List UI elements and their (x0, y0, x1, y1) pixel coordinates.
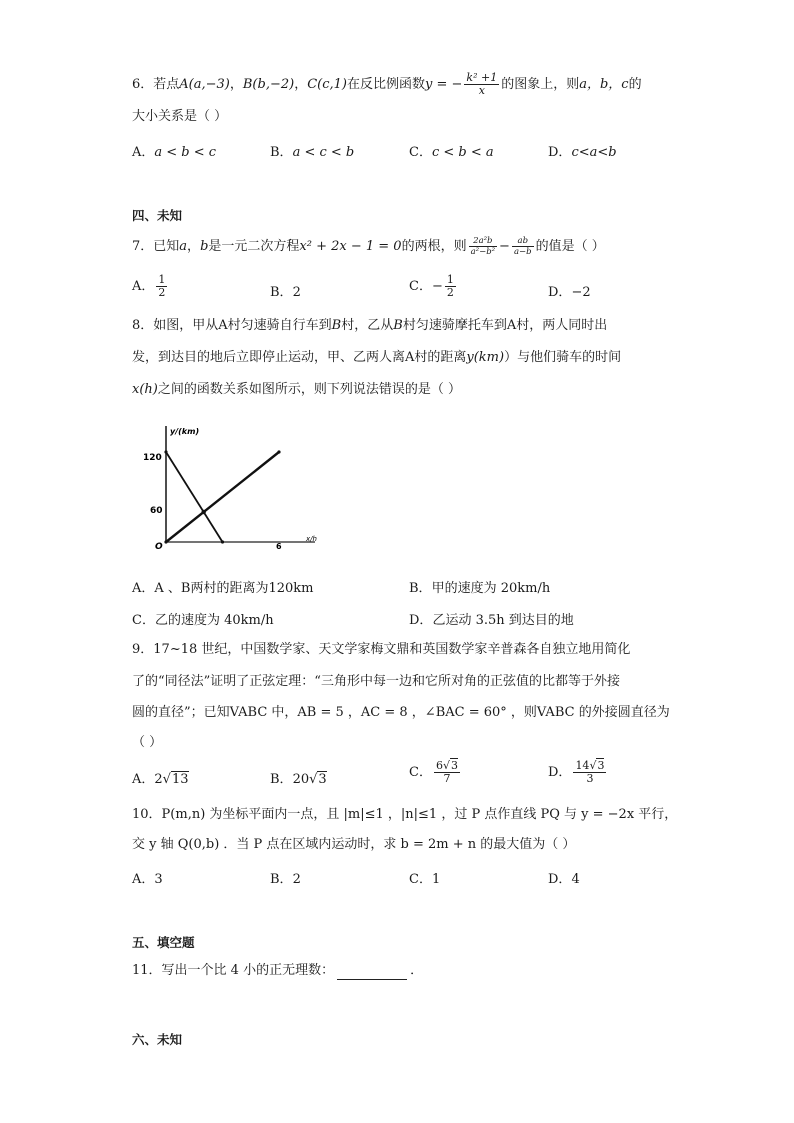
q8-option-b (409, 577, 550, 596)
q8-option-d (409, 609, 574, 628)
option-text: 1 (431, 872, 441, 887)
q11-answer-blank[interactable] (337, 965, 407, 980)
q7-var: a (179, 239, 188, 254)
q7-option-c (409, 274, 458, 299)
q6-stem-line2: 大小关系是（ ） (132, 109, 228, 124)
option-label: A． (132, 279, 155, 294)
option-label: A． (132, 581, 155, 596)
option-text: c<a<b (571, 145, 617, 160)
option-fraction (434, 760, 460, 785)
x-tick-6: 6 (276, 542, 282, 551)
q6-point-c: C(c,1) (307, 77, 347, 92)
fraction-numerator: 1 (446, 273, 454, 286)
option-radicand: 13 (171, 772, 189, 787)
option-text: a < c < b (292, 145, 355, 160)
option-label: B． (270, 872, 293, 887)
fraction-denominator: 7 (443, 772, 451, 785)
q9-option-b: B．20√3 (270, 772, 327, 787)
section-6-heading: 六、未知 (132, 1032, 183, 1047)
q8-var: x(h) (132, 382, 158, 397)
q8-text: 村匀速骑摩托车到A村，两人同时出 (402, 318, 608, 333)
q9-stem-line3: 圆的直径”；已知VABC 中，AB = 5 ，AC = 8 ，∠BAC = 60° ，则VABC 的外接圆直径为 (132, 705, 670, 720)
y-axis-label: y/(km) (170, 427, 200, 436)
q8-option-a (132, 577, 313, 596)
option-label: C． (409, 145, 432, 160)
q6-sep: ， (229, 77, 243, 92)
option-label: C． (409, 765, 432, 780)
q6-text: 在反比例函数 (347, 77, 426, 92)
series-line-2 (166, 452, 223, 542)
q6-sep: ， (294, 77, 308, 92)
q11-text: 11．写出一个比 4 小的正无理数： (132, 963, 335, 978)
fraction-denominator: a²−b² (470, 247, 496, 257)
q9-option-d (548, 760, 608, 785)
q7-text: 是一元二次方程 (208, 239, 300, 254)
q8-text: 8．如图，甲从A村匀速骑自行车到 (132, 318, 332, 333)
q6-option-b (270, 141, 354, 160)
numerator-radicand: 3 (450, 759, 458, 772)
option-coef: 20 (292, 772, 310, 787)
numerator-coef: 14 (575, 759, 590, 772)
q9-stem-line1: 9．17~18 世纪，中国数学家、天文学家梅文鼎和英国数学家辛普森各自独立地用简化 (132, 642, 631, 657)
q7-stem (132, 236, 605, 257)
option-text: 乙运动 3.5h 到达目的地 (432, 613, 574, 628)
q8-graph (140, 418, 330, 558)
option-label: C． (409, 872, 432, 887)
q7-var: b (200, 239, 209, 254)
series-1-point (164, 540, 167, 543)
q6-text: 的图象上，则 (501, 77, 580, 92)
option-text: c < b < a (431, 145, 494, 160)
option-text: a < b < c (154, 145, 217, 160)
section-4-heading: 四、未知 (132, 208, 183, 223)
q6-point-a: A(a,−3) (179, 77, 230, 92)
q10-stem-line1: 10．P(m,n) 为坐标平面内一点，且 |m|≤1 ，|n|≤1 ，过 P 点作直线 PQ 与 y = −2x 平行， (132, 807, 678, 822)
q7-fraction-2 (512, 236, 534, 257)
option-label: D． (548, 765, 572, 780)
fraction-numerator: 1 (158, 273, 166, 286)
x-axis-label: x/h (306, 535, 317, 543)
q6-function-fraction (464, 72, 499, 97)
fraction-numerator: 14√3 (575, 759, 605, 772)
option-fraction (445, 274, 456, 299)
q10-option-b (270, 868, 301, 887)
option-label: B． (409, 581, 432, 596)
fraction-denominator: 2 (158, 286, 166, 299)
q8-text: 发，到达目的地后立即停止运动，甲、乙两人离A村的距离 (132, 350, 467, 365)
q10-option-a (132, 868, 163, 887)
q6-text: 6．若点 (132, 77, 180, 92)
q11-stem (132, 962, 423, 980)
q7-text: 7．已知 (132, 239, 180, 254)
q9-option-a: A．2√13 (132, 772, 189, 787)
q6-point-b: B(b,−2) (242, 77, 295, 92)
option-text: 2 (292, 285, 301, 300)
option-label: D． (548, 285, 572, 300)
q9-stem-line4: （ ） (132, 735, 163, 750)
option-text: 乙的速度为 40km/h (154, 613, 274, 628)
y-tick-120: 120 (143, 453, 162, 463)
option-radicand: 3 (318, 772, 327, 787)
fraction-denominator: 2 (446, 286, 454, 299)
series-line-1 (166, 452, 279, 542)
q7-fraction-1 (469, 236, 497, 257)
option-label: A． (132, 772, 155, 787)
fraction-numerator: 6√3 (435, 759, 458, 772)
option-label: A． (132, 145, 155, 160)
q6-function-lhs: y = − (425, 77, 463, 92)
option-text: 2 (292, 872, 301, 887)
q7-text: 的两根，则 (401, 239, 467, 254)
option-fraction (573, 760, 606, 785)
origin-label: O (155, 542, 163, 552)
series-2-point (221, 540, 224, 543)
q8-var: B (393, 318, 403, 333)
q9-stem-line2: 了的“同径法”证明了正弦定理：“三角形中每一边和它所对角的正弦值的比都等于外接 (132, 674, 620, 689)
q10-stem-line2: 交 y 轴 Q(0,b) ．当 P 点在区域内运动时，求 b = 2m + n 的最大值为（ ） (132, 837, 576, 852)
option-label: C． (409, 279, 432, 294)
q7-equation: x² + 2x − 1 = 0 (299, 239, 402, 254)
option-text: 3 (154, 872, 163, 887)
q8-option-c (132, 609, 274, 628)
option-label: D． (548, 872, 572, 887)
q6-text: 的 (628, 77, 642, 92)
q7-option-d (548, 281, 591, 300)
fraction-numerator: 2a²b (469, 236, 497, 247)
series-layer (164, 450, 280, 543)
q10-option-d (548, 868, 580, 887)
q7-option-a (132, 274, 169, 299)
option-label: B． (270, 145, 293, 160)
q6-stem-line1 (132, 72, 642, 97)
series-1-point (277, 450, 280, 453)
series-2-point (164, 450, 167, 453)
option-text: −2 (571, 285, 591, 300)
numerator-radicand: 3 (597, 759, 605, 772)
fraction-denominator: 3 (586, 772, 594, 785)
q8-text: ）与他们骑车的时间 (504, 350, 622, 365)
y-tick-60: 60 (150, 506, 163, 516)
option-coef: 2 (154, 772, 163, 787)
option-sign: − (431, 279, 443, 294)
section-5-heading: 五、填空题 (132, 935, 195, 950)
q6-option-c (409, 141, 494, 160)
q8-text: 村，乙从 (341, 318, 394, 333)
q6-option-d (548, 141, 617, 160)
q11-end: ． (410, 963, 424, 978)
fraction-denominator: a−b (513, 247, 532, 257)
fraction-denominator: x (478, 84, 485, 97)
option-label: D． (548, 145, 572, 160)
fraction-numerator: ab (512, 236, 534, 247)
option-text: A 、B两村的距离为120km (154, 581, 314, 596)
q8-var: y(km) (466, 350, 505, 365)
option-text: 4 (571, 872, 580, 887)
q10-option-c (409, 868, 440, 887)
option-label: C． (132, 613, 155, 628)
q8-stem-line3 (132, 381, 461, 399)
intersection-point (201, 510, 205, 514)
option-label: B． (270, 285, 293, 300)
numerator-coef: 6 (435, 759, 443, 772)
option-text: 甲的速度为 20km/h (431, 581, 551, 596)
q7-text: 的值是（ ） (535, 239, 605, 254)
option-label: D． (409, 613, 433, 628)
fraction-numerator: k² +1 (466, 71, 498, 84)
q6-vars: a，b，c (579, 77, 629, 92)
q8-stem-line1 (132, 317, 607, 335)
q8-var: B (331, 318, 342, 333)
option-label: B． (270, 772, 293, 787)
q7-minus: − (499, 239, 510, 254)
q9-option-c (409, 760, 462, 785)
q8-stem-line2 (132, 349, 621, 367)
q6-option-a (132, 141, 216, 160)
q7-option-b (270, 281, 301, 300)
option-fraction (156, 274, 167, 299)
q8-text: 之间的函数关系如图所示，则下列说法错误的是（ ） (157, 382, 461, 397)
q7-text: ， (187, 239, 201, 254)
option-label: A． (132, 872, 155, 887)
